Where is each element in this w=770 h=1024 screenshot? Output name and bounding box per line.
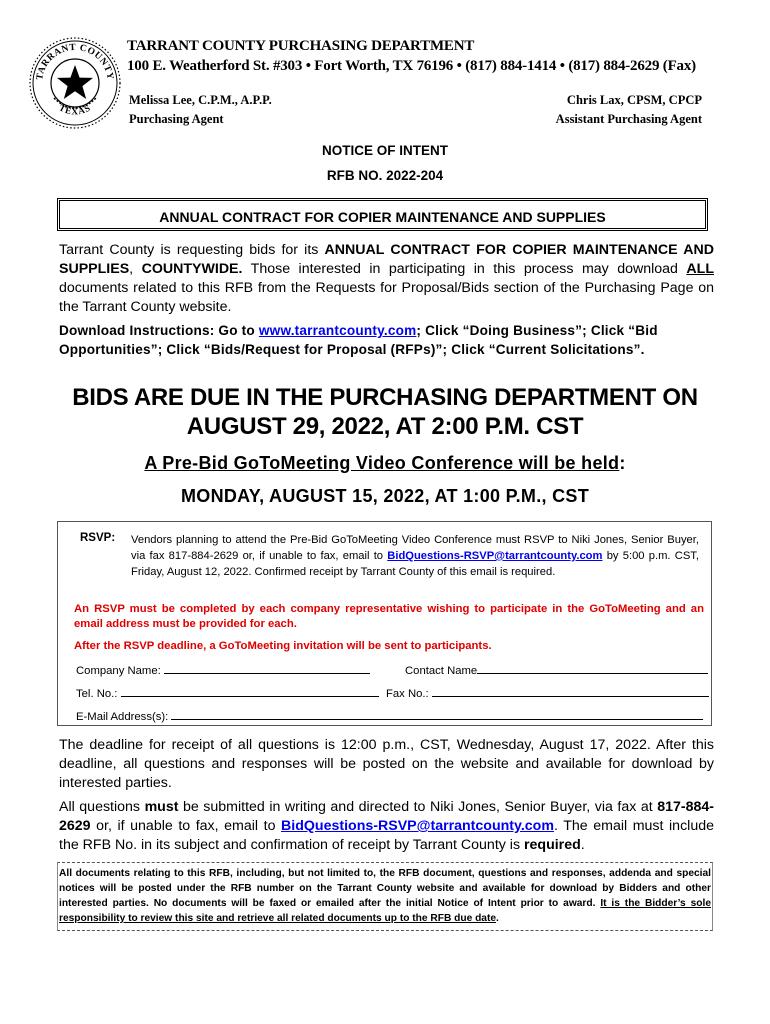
county-website-link[interactable]: www.tarrantcounty.com	[258, 323, 417, 338]
purchasing-agent-title: Purchasing Agent	[129, 112, 224, 126]
tel-label: Tel. No.:	[76, 688, 118, 700]
contact-name-label: Contact Name	[405, 665, 478, 677]
footer-text: All documents relating to this RFB, including, but not limited to, the RFB document, questions and responses, addenda and special notices will be posted under the RFB number on the Tarrant County website and available for download by Bidders and other interested parties. No documents will be faxed or emailed after the initial Notice of Intent prior to award.	[59, 868, 711, 909]
company-name-label: Company Name:	[76, 665, 161, 677]
contract-title: ANNUAL CONTRACT FOR COPIER MAINTENANCE AND SUPPLIES	[159, 209, 606, 225]
questions-must: must	[144, 799, 179, 815]
footer-end: .	[496, 913, 499, 924]
fax-blank[interactable]	[432, 685, 709, 697]
questions-email-link[interactable]: BidQuestions-RSVP@tarrantcounty.com	[281, 818, 554, 834]
seal-text-top: TARRANT COUNTY	[35, 42, 115, 81]
download-instructions	[59, 321, 714, 359]
assistant-purchasing-agent	[556, 91, 702, 129]
tel-blank[interactable]	[121, 685, 379, 697]
intro-paragraph	[59, 241, 714, 317]
prebid-meeting-date: MONDAY, AUGUST 15, 2022, AT 1:00 P.M., CST	[180, 486, 590, 506]
rsvp-label: RSVP:	[80, 532, 116, 544]
intro-countywide: COUNTYWIDE.	[141, 261, 243, 277]
contact-name-blank[interactable]	[477, 662, 708, 674]
purchasing-agent-name: Melissa Lee, C.P.M., A.P.P.	[129, 93, 272, 107]
fax-field[interactable]	[386, 685, 709, 700]
contract-title-box	[57, 198, 708, 231]
download-steps: ; Click “Doing Business”; Click “Bid Opportunities”; Click “Bids/Request for Proposal (RFPs)”; Click “Current Solicitations”.	[59, 323, 658, 357]
intro-text: Those interested in participating in this process may download	[242, 261, 687, 277]
seal-text-bottom: TEXAS	[57, 102, 93, 117]
intro-text: ,	[129, 261, 142, 277]
rsvp-email-link[interactable]: BidQuestions-RSVP@tarrantcounty.com	[387, 550, 603, 562]
bids-due-line-1: BIDS ARE DUE IN THE PURCHASING DEPARTMENT ON	[72, 384, 698, 411]
intro-text: Tarrant County is requesting bids for its	[59, 242, 325, 258]
bids-due-date: AUGUST 29, 2022, AT 2:00 P.M. CST	[186, 413, 584, 440]
footer-responsibility: It is the Bidder’s sole responsibility to review this site and retrieve all related documents up to the RFB due date	[59, 898, 711, 924]
questions-required: required	[524, 837, 581, 853]
email-blank[interactable]	[171, 708, 703, 720]
org-name: TARRANT COUNTY PURCHASING DEPARTMENT	[127, 38, 475, 54]
questions-text: All questions	[59, 799, 145, 815]
intro-text: documents related to this RFB from the Requests for Proposal/Bids section of the Purchasing Page on the Tarrant County website.	[59, 280, 714, 315]
star-icon	[57, 65, 93, 99]
notice-title: NOTICE OF INTENT	[322, 143, 448, 158]
company-name-blank[interactable]	[164, 662, 370, 674]
tel-field[interactable]	[76, 685, 379, 700]
questions-instructions	[59, 798, 714, 855]
assistant-agent-name: Chris Lax, CPSM, CPCP	[566, 93, 702, 107]
county-seal-logo	[28, 36, 122, 130]
email-field[interactable]	[76, 708, 703, 723]
assistant-agent-title: Assistant Purchasing Agent	[555, 112, 702, 126]
rsvp-warning: An RSVP must be completed by each company representative wishing to participate in the GoToMeeting and an email address must be provided for each.	[74, 603, 704, 630]
questions-fax: 817-884-2629	[59, 799, 714, 834]
questions-text: or, if unable to fax, email to	[90, 818, 282, 834]
contact-name-field[interactable]	[405, 662, 708, 677]
rsvp-text: by 5:00 p.m. CST, Friday, August 12, 2022. Confirmed receipt by Tarrant County of this email is required.	[131, 550, 699, 578]
org-address: 100 E. Weatherford St. #303 • Fort Worth, TX 76196 • (817) 884-1414 • (817) 884-2629 (Fax)	[127, 58, 696, 74]
questions-deadline: The deadline for receipt of all questions is 12:00 p.m., CST, Wednesday, August 17, 2022. After this deadline, all questions and responses will be posted on the website and available for download by interested parties.	[59, 737, 714, 791]
questions-text: be submitted in writing and directed to Niki Jones, Senior Buyer, via fax at	[178, 799, 658, 815]
bids-due-heading	[0, 383, 770, 441]
rsvp-text: Vendors planning to attend the Pre-Bid GoToMeeting Video Conference must RSVP to Niki Jones, Senior Buyer, via fax 817-884-2629 or, if unable to fax, email to	[131, 534, 699, 562]
intro-contract-name: ANNUAL CONTRACT FOR COPIER MAINTENANCE AND SUPPLIES	[59, 242, 714, 277]
download-prefix: Download Instructions: Go to	[59, 323, 259, 338]
questions-text: .	[580, 837, 585, 853]
prebid-announcement	[0, 453, 770, 474]
company-name-field[interactable]	[76, 662, 370, 677]
intro-all: ALL	[686, 261, 714, 277]
prebid-colon: :	[619, 453, 626, 473]
prebid-text: A Pre-Bid GoToMeeting Video Conference will be held	[144, 453, 620, 473]
rsvp-instructions	[131, 532, 699, 580]
footer-notice	[59, 866, 711, 926]
rsvp-invitation-note: After the RSVP deadline, a GoToMeeting invitation will be sent to participants.	[74, 640, 492, 652]
email-label: E-Mail Address(s):	[76, 711, 169, 723]
purchasing-agent	[129, 91, 272, 129]
questions-text: . The email must include the RFB No. in its subject and confirmation of receipt by Tarrant County is	[59, 818, 714, 853]
fax-label: Fax No.:	[386, 688, 429, 700]
rfb-number: RFB NO. 2022-204	[326, 168, 444, 183]
